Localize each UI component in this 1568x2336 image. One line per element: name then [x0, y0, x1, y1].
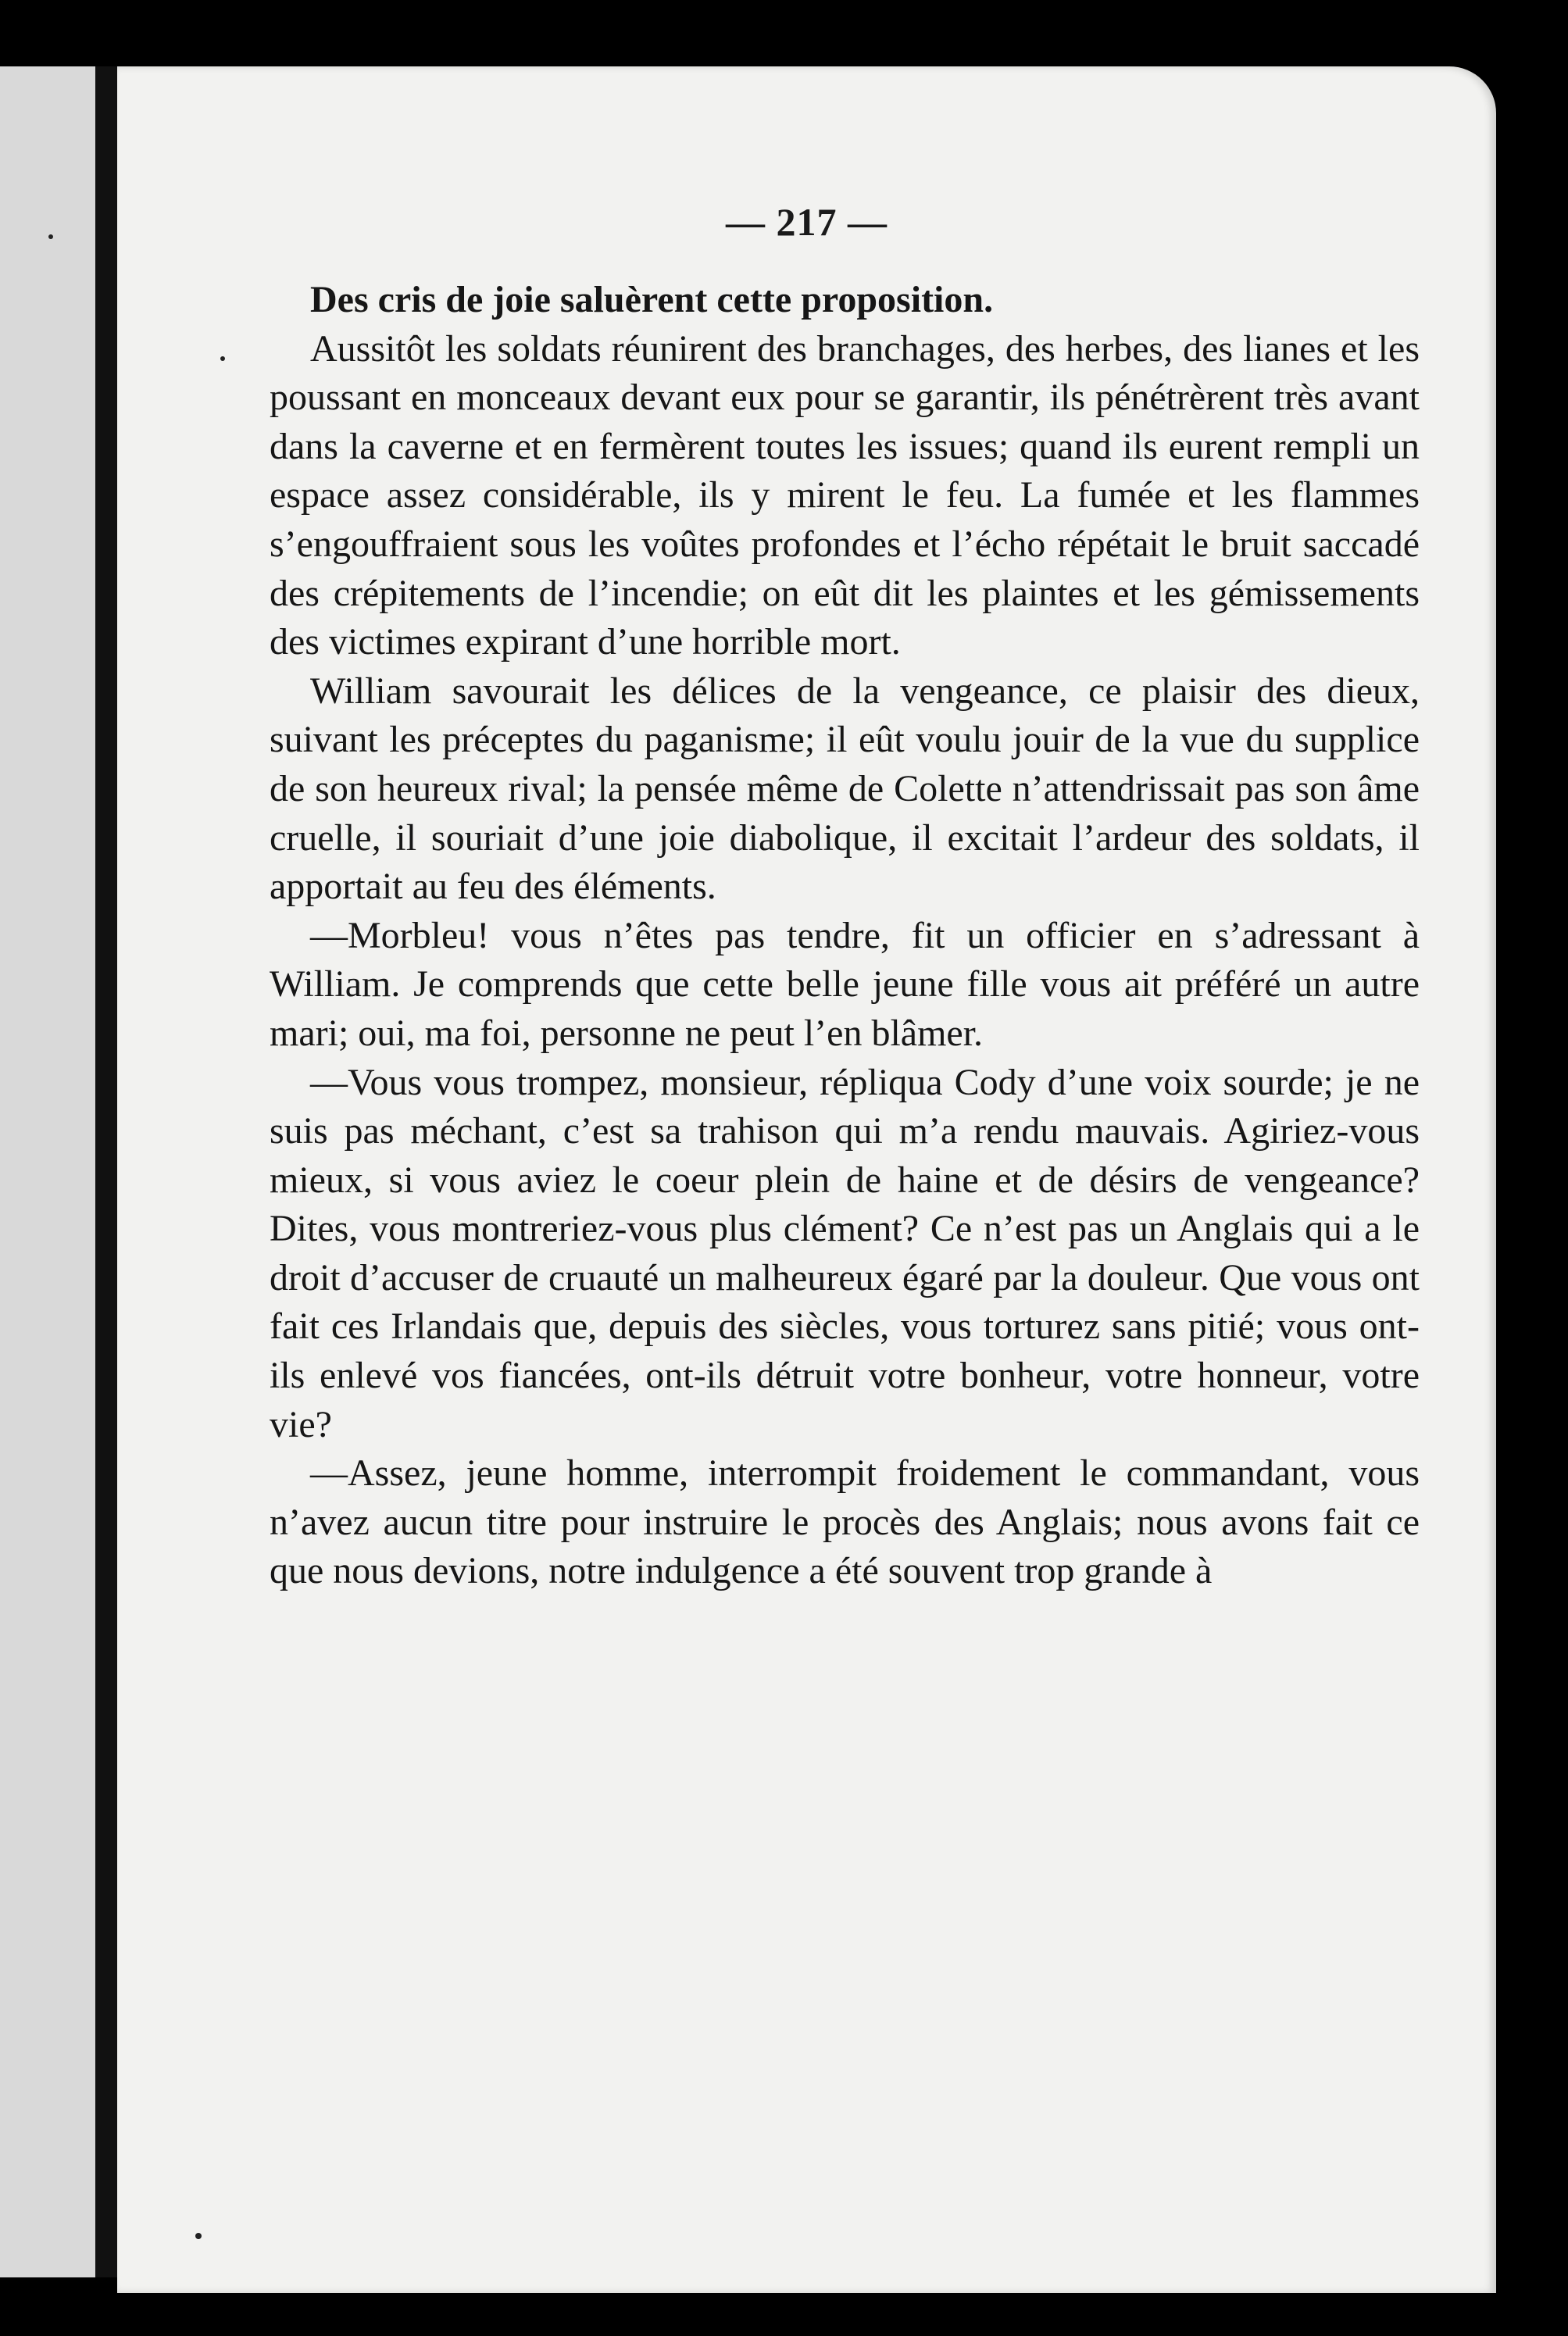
paragraph-2: Aussitôt les soldats réunirent des branchages, des herbes, des lianes et les poussant en monceaux devant eux pour se garantir, ils pénétrèrent très avant dans la caverne et en fermèrent toutes les issues; quand ils eurent rempli un espace assez considérable, ils y mirent le feu. La fumée et les flammes s’engouffraient sous les voûtes profondes et l’écho répétait le bruit saccadé des crépitements de l’incendie; on eût dit les plaintes et les gémissements des victimes expirant d’une horrible mort. — [270, 327, 1420, 663]
paragraph-4: —Morbleu! vous n’êtes pas tendre, fit un officier en s’adressant à William. Je comprends que cette belle jeune fille vous ait préféré un autre mari; oui, ma foi, personne ne peut l’en blâmer. — [270, 914, 1420, 1054]
speck-mark — [220, 356, 225, 361]
paragraph-1: Des cris de joie saluèrent cette proposition. — [310, 279, 994, 320]
facing-page-edge — [0, 66, 95, 2277]
page-number: — 217 — — [726, 200, 888, 244]
body-text — [270, 276, 1420, 1596]
paragraph-3: William savourait les délices de la vengeance, ce plaisir des dieux, suivant les préceptes du paganisme; il eût voulu jouir de la vue du supplice de son heureux rival; la pensée même de Colette n’attendrissait pas son âme cruelle, il souriait d’une joie diabolique, il excitait l’ardeur des soldats, il apportait au feu des éléments. — [270, 670, 1420, 908]
speck-mark — [195, 2233, 202, 2239]
book-spine-gutter — [95, 66, 117, 2277]
paragraph-5: —Vous vous trompez, monsieur, répliqua Cody d’une voix sourde; je ne suis pas méchant, c’est sa trahison qui m’a rendu mauvais. Agiriez-vous mieux, si vous aviez le coeur plein de haine et de désirs de vengeance? Dites, vous montreriez-vous plus clément? Ce n’est pas un Anglais qui a le droit d’accuser de cruauté un malheureux égaré par la douleur. Que vous ont fait ces Irlandais que, depuis des siècles, vous torturez sans pitié; vous ont-ils enlevé vos fiancées, ont-ils détruit votre bonheur, votre honneur, votre vie? — [270, 1061, 1420, 1445]
paragraph-6: —Assez, jeune homme, interrompit froidement le commandant, vous n’avez aucun titre pour instruire le procès des Anglais; nous avons fait ce que nous devions, notre indulgence a été souvent trop grande à — [270, 1452, 1420, 1592]
book-page — [117, 66, 1496, 2293]
speck-mark — [48, 234, 53, 239]
